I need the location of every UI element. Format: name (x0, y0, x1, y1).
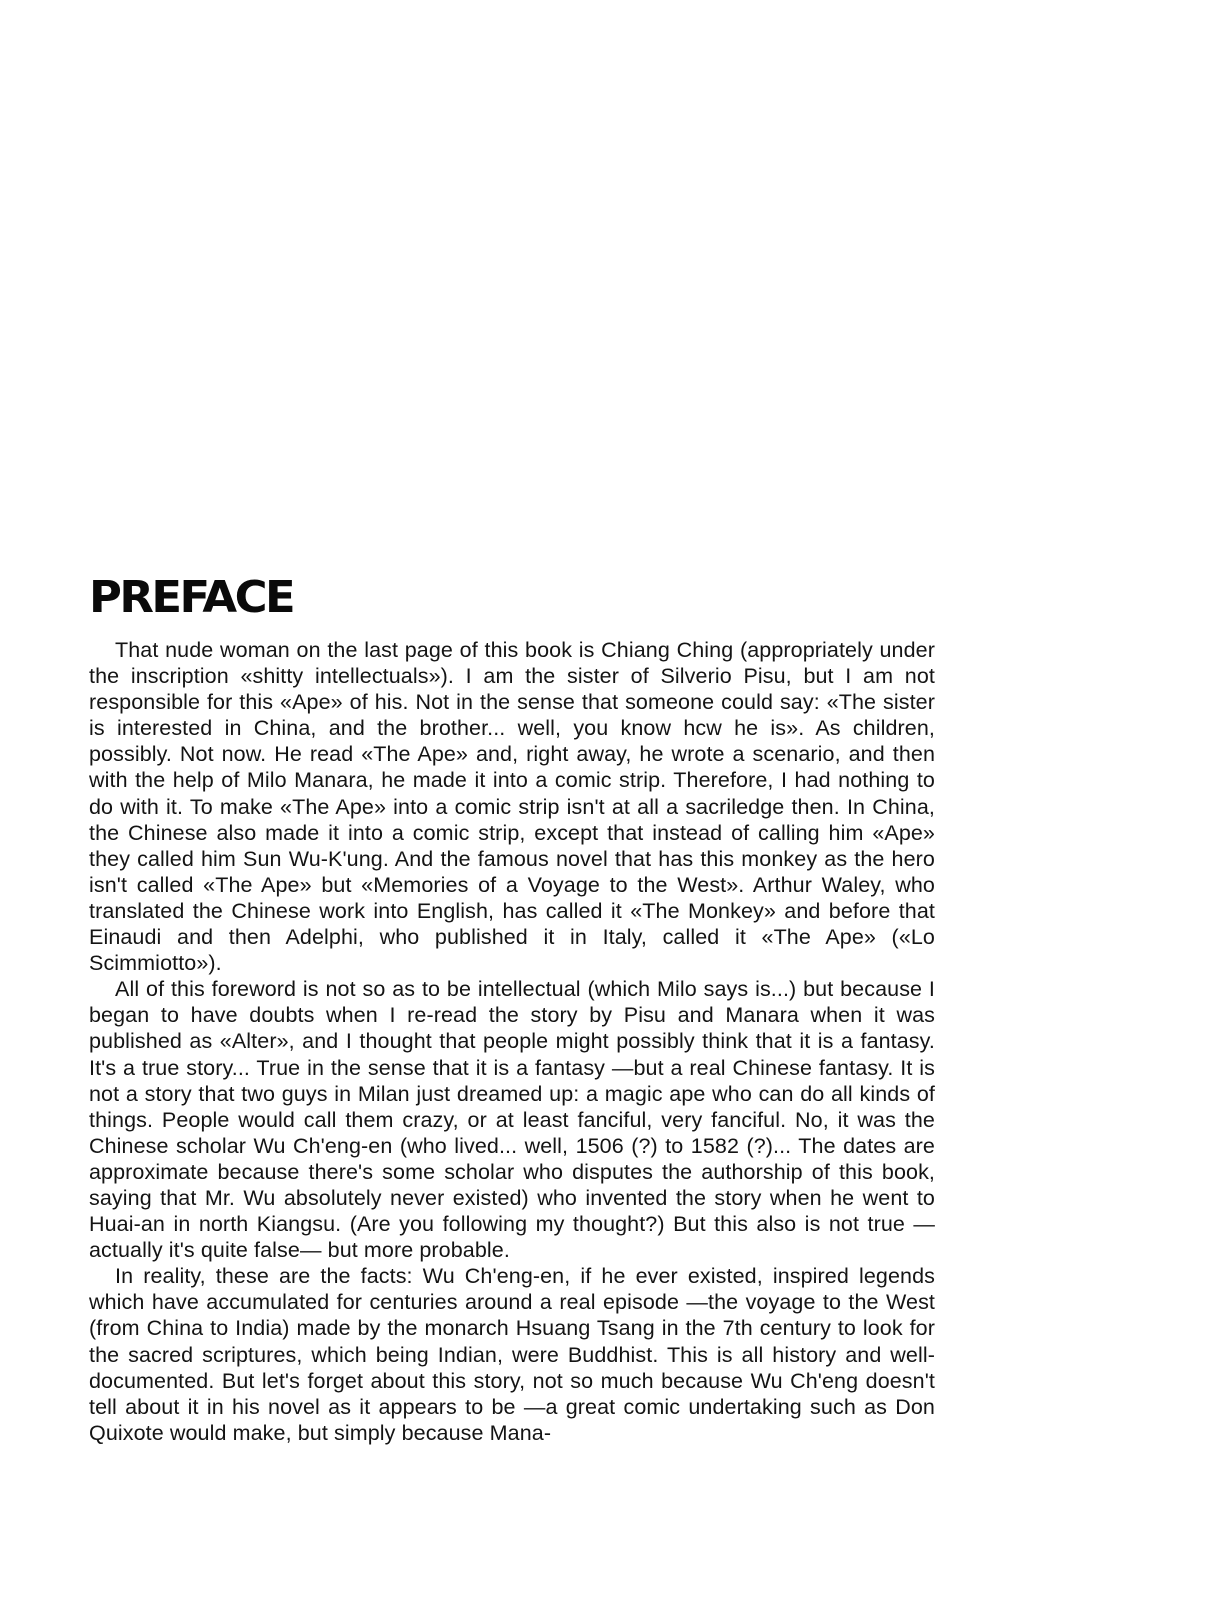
paragraph-2: All of this foreword is not so as to be intellectual (which Milo says is...) but because I began to have doubts when I re-read the story by Pisu and Manara when it was published as «Alter», and I thought that people might possibly think that it is a fantasy. It's a true story... True in the sense that it is a fantasy —but a real Chinese fantasy. It is not a story that two guys in Milan just dreamed up: a magic ape who can do all kinds of things. People would call them crazy, or at least fanciful, very fanciful. No, it was the Chinese scholar Wu Ch'eng-en (who lived... well, 1506 (?) to 1582 (?)... The dates are approximate because there's some scholar who disputes the authorship of this book, saying that Mr. Wu absolutely never existed) who invented the story when he went to Huai-an in north Kiangsu. (Are you following my thought?) But this also is not true —actually it's quite false— but more probable. (89, 977, 935, 1263)
paragraph-1: That nude woman on the last page of this book is Chiang Ching (appropriately under the inscription «shitty intellectuals»). I am the sister of Silverio Pisu, but I am not responsible for this «Ape» of his. Not in the sense that someone could say: «The sister is interested in China, and the brother... well, you know hcw he is». As children, possibly. Not now. He read «The Ape» and, right away, he wrote a scenario, and then with the help of Milo Manara, he made it into a comic strip. Therefore, I had nothing to do with it. To make «The Ape» into a comic strip isn't at all a sacriledge then. In China, the Chinese also made it into a comic strip, except that instead of calling him «Ape» they called him Sun Wu-K'ung. And the famous novel that has this monkey as the hero isn't called «The Ape» but «Memories of a Voyage to the West». Arthur Waley, who translated the Chinese work into English, has called it «The Monkey» and before that Einaudi and then Adelphi, who published it in Italy, called it «The Ape» («Lo Scimmiotto»). (89, 638, 935, 976)
paragraph-3: In reality, these are the facts: Wu Ch'eng-en, if he ever existed, inspired legends which have accumulated for centuries around a real episode —the voyage to the West (from China to India) made by the monarch Hsuang Tsang in the 7th century to look for the sacred scriptures, which being Indian, were Buddhist. This is all history and well-documented. But let's forget about this story, not so much because Wu Ch'eng doesn't tell about it in his novel as it appears to be —a great comic undertaking such as Don Quixote would make, but simply because Mana- (89, 1264, 935, 1445)
preface-heading: PREFACE (89, 572, 294, 623)
preface-body (89, 637, 935, 1446)
